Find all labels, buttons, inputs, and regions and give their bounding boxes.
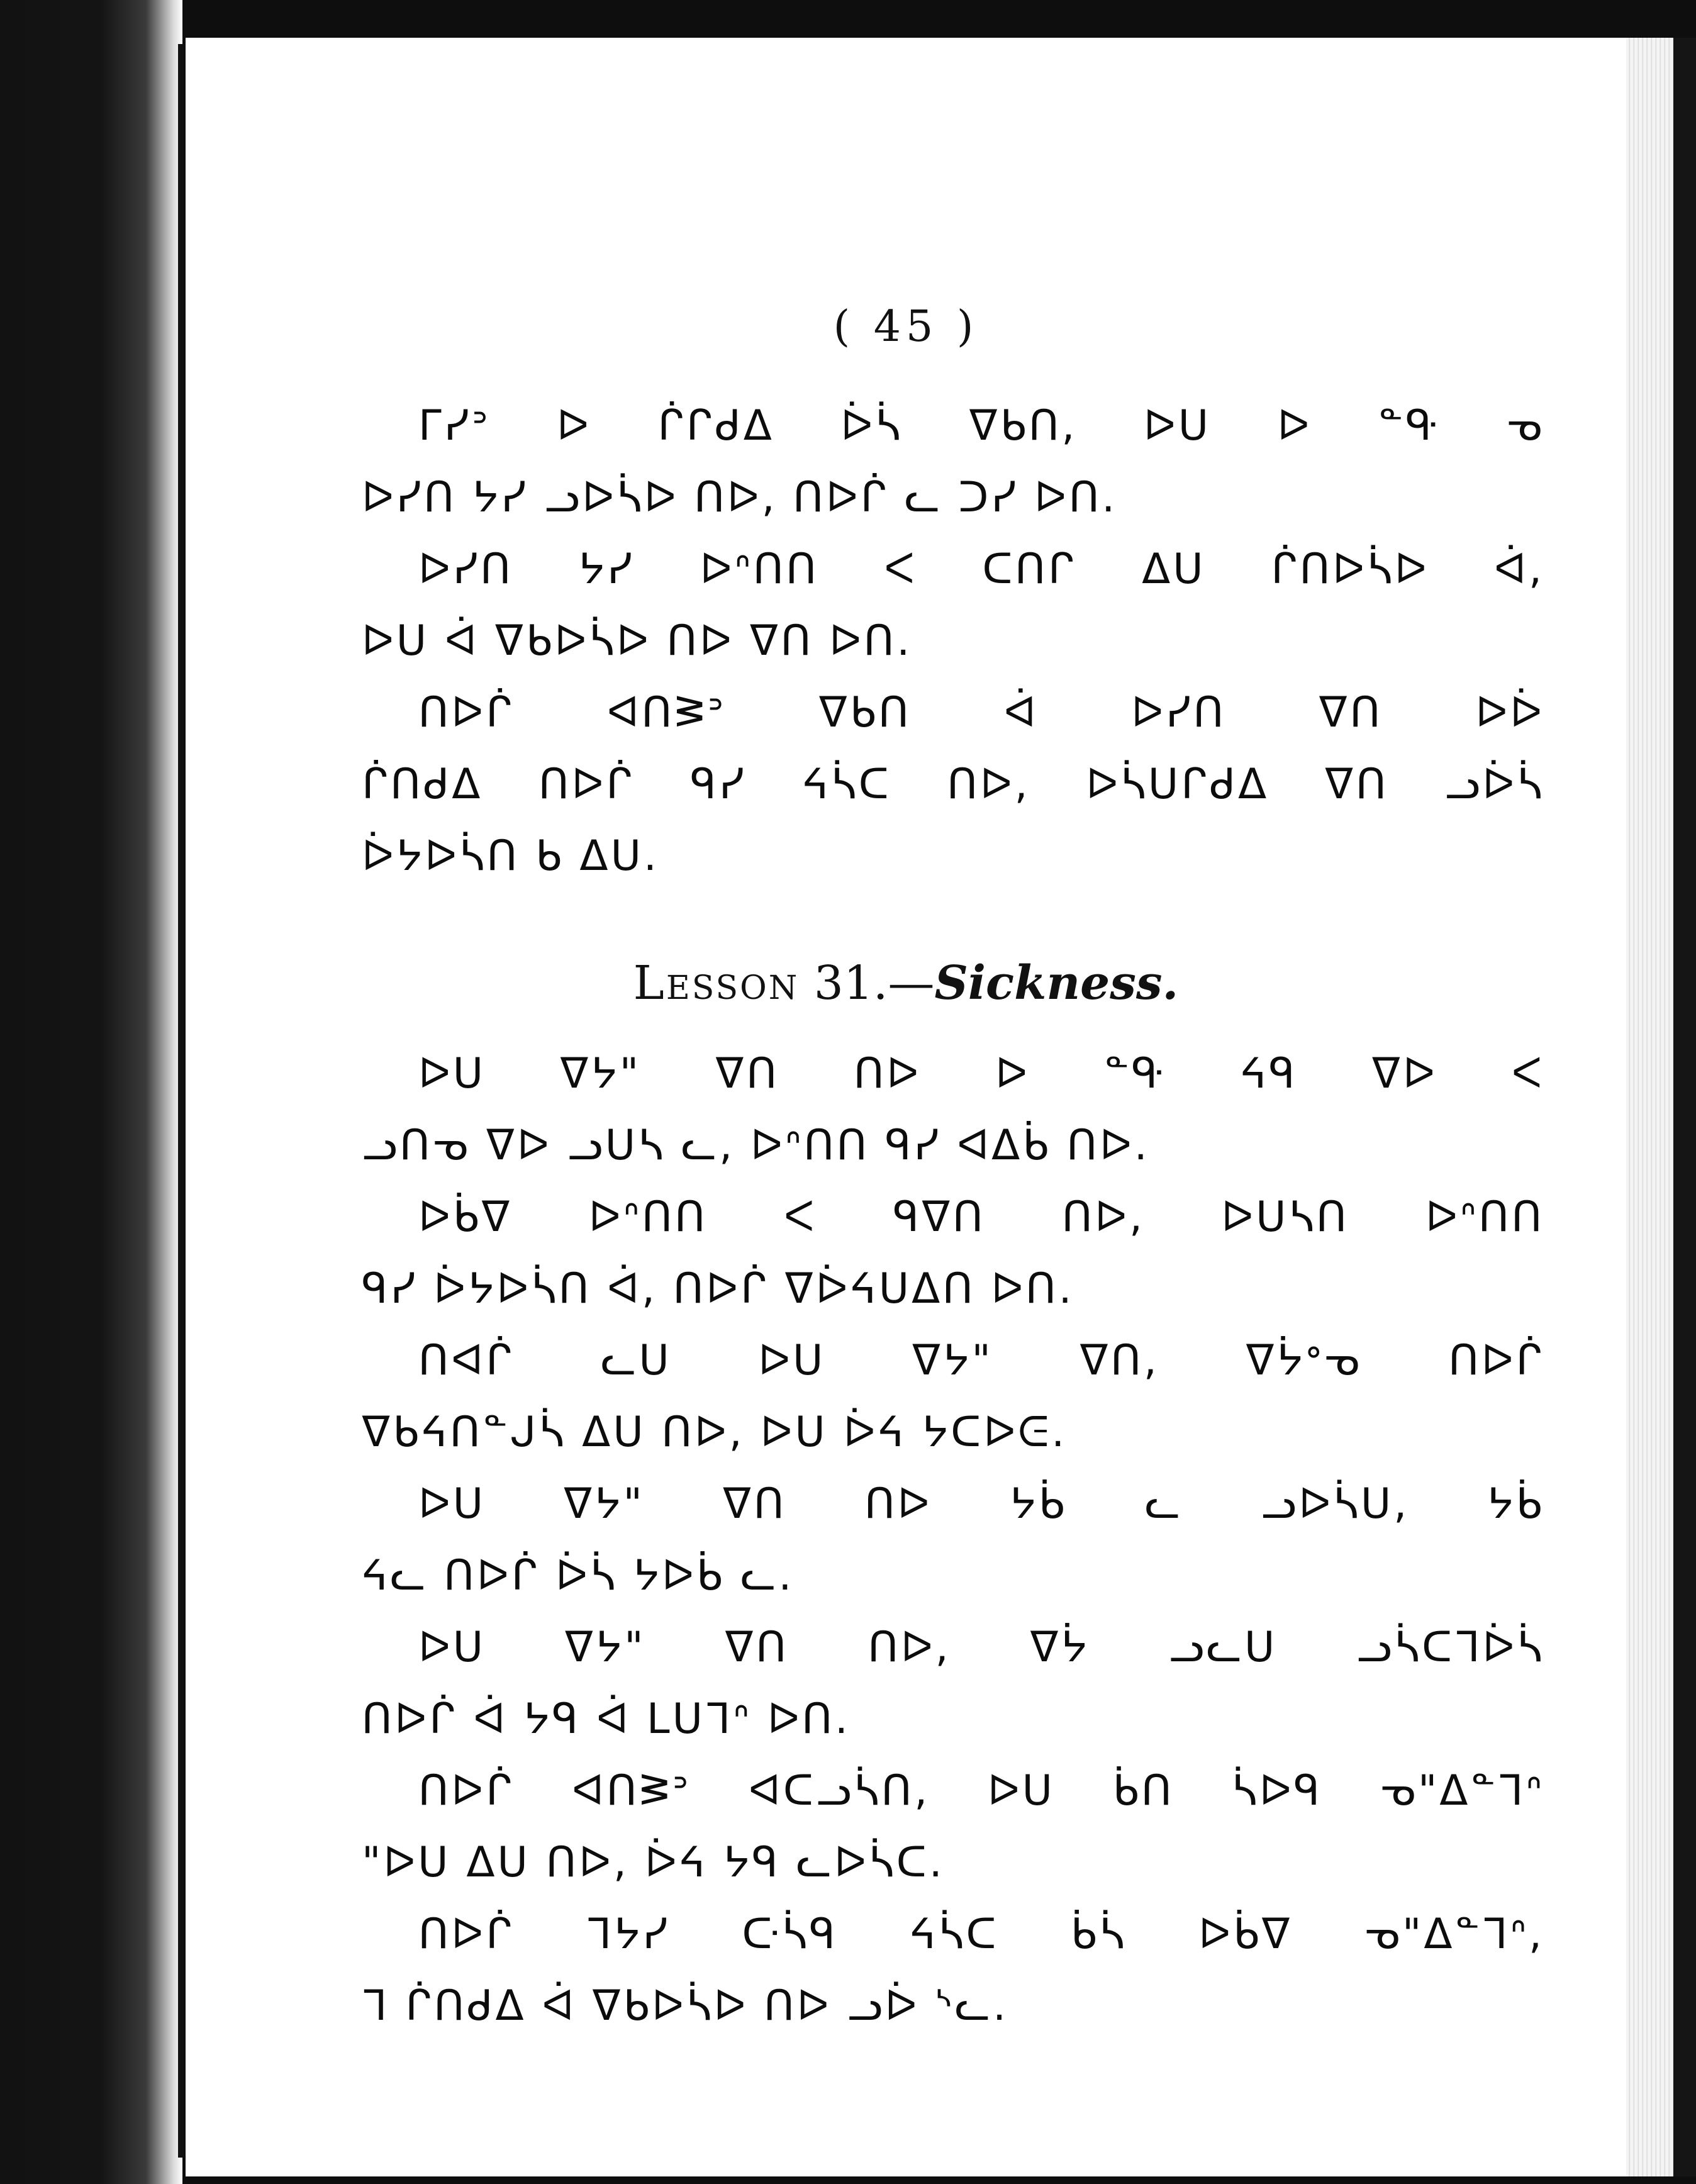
paragraph: [362, 677, 1544, 892]
lesson-text-block: [362, 1038, 1544, 2042]
lesson-label: Lesson: [633, 956, 800, 1010]
top-text-block: [362, 390, 1544, 892]
text-line: ᑎᐅᒌ ᐊᑎᕒᐣ ᐊᑕᓗᓵᑎ, ᐅᑌ ᑳᑎ ᓵᐅᑫ ᓀ"ᐃᓐᒣᐢ: [418, 1766, 1544, 1815]
paragraph: [362, 390, 1544, 533]
text-line: ᐅᑌ ᐁᔭ" ᐁᑎ ᑎᐅ, ᐁᔮ ᓗᓚᑌ ᓗᓵᑕᒣᐆᓵ: [418, 1623, 1544, 1671]
right-scan-border: [1673, 38, 1696, 2176]
text-line: ᑎᐅᒌ ᒣᔭᓯ ᑢᓵᑫ ᔦᓵᑕ ᑳᓵ ᐅᑳᐁ ᓀ"ᐃᓐᒣᐢ,: [418, 1910, 1544, 1958]
text-line: ᐅᑌ ᐋ ᐁᑲᐅᓵᐅ ᑎᐅ ᐁᑎ ᐅᑎ.: [362, 616, 913, 665]
lesson-title: Sickness.: [934, 956, 1179, 1010]
text-line: ᐅᑳᐁ ᐅᐢᑎᑎ ᐸ ᑫᐁᑎ ᑎᐅ, ᐅᑌᓴᑎ ᐅᐢᑎᑎ: [418, 1193, 1544, 1241]
paragraph: [362, 1468, 1544, 1612]
text-line: ᑫᓯ ᐆᔭᐅᓵᑎ ᐋ, ᑎᐅᒌ ᐁᐆᔦᑌᐃᑎ ᐅᑎ.: [362, 1264, 1074, 1313]
paragraph: [362, 533, 1544, 677]
text-line: ᐅᑌ ᐁᔭ" ᐁᑎ ᑎᐅ ᐅ ᓐᑵ ᔦᑫ ᐁᐅ ᐸ: [418, 1049, 1544, 1098]
page-number: ( 45 ): [833, 302, 979, 352]
spine-edge: [178, 44, 184, 2158]
book-gutter-shadow: [0, 0, 182, 2184]
paragraph: [362, 1038, 1544, 1181]
top-scan-border: [182, 0, 1696, 39]
text-line: ᒣ ᒌᑎᑯᐃ ᐋ ᐁᑲᐅᓵᐅ ᑎᐅ ᓗᐆ ᔅᓚ.: [362, 1981, 1009, 2030]
lesson-heading: [186, 956, 1626, 1010]
text-line: ᑎᐅᒌ ᐋ ᔭᑫ ᐋ ᒪᑌᒣᐢ ᐅᑎ.: [362, 1695, 851, 1743]
text-line: ᑎᐅᒌ ᐊᑎᕒᐣ ᐁᑲᑎ ᐋ ᐅᓯᑎ ᐁᑎ ᐅᐆ: [418, 688, 1544, 737]
paragraph: [362, 1325, 1544, 1468]
text-line: ᐅᓯᑎ ᔭᓯ ᓗᐅᓵᐅ ᑎᐅ, ᑎᐅᒌ ᓚ ᑐᓯ ᐅᑎ.: [362, 473, 1118, 521]
book-page: [186, 38, 1626, 2176]
text-line: ᔦᓚ ᑎᐅᒌ ᐆᓵ ᔭᐅᑳ ᓚ.: [362, 1551, 795, 1600]
paragraph: [362, 1612, 1544, 1755]
text-line: ᓗᑎᓀ ᐁᐅ ᓗᑌᓴ ᓚ, ᐅᐢᑎᑎ ᑫᓯ ᐊᐃᑳ ᑎᐅ.: [362, 1121, 1150, 1169]
paragraph: [362, 1898, 1544, 2042]
lesson-number: 31.—: [813, 956, 935, 1010]
text-line: ᒌᑎᑯᐃ ᑎᐅᒌ ᑫᓯ ᔦᓵᑕ ᑎᐅ, ᐅᓵᑌᒋᑯᐃ ᐁᑎ ᓗᐆᓵ: [362, 760, 1544, 808]
text-line: ᐅᓯᑎ ᔭᓯ ᐅᐢᑎᑎ ᐸ ᑕᑎᒋ ᐃᑌ ᒌᑎᐅᓵᐅ ᐋ,: [418, 545, 1544, 593]
paragraph: [362, 1181, 1544, 1325]
text-line: ᐆᔭᐅᓵᑎ ᑲ ᐃᑌ.: [362, 832, 659, 880]
text-line: ᐁᑲᔦᑎᓐᒍᓵ ᐃᑌ ᑎᐅ, ᐅᑌ ᐆᔦ ᔭᑕᐅᕮ.: [362, 1408, 1068, 1456]
text-line: ᐅᑌ ᐁᔭ" ᐁᑎ ᑎᐅ ᔭᑳ ᓚ ᓗᐅᓵᑌ, ᔭᑳ: [418, 1479, 1544, 1528]
text-line: ᑎᐊᒌ ᓚᑌ ᐅᑌ ᐁᔭ" ᐁᑎ, ᐁᔮᐤᓀ ᑎᐅᒌ: [418, 1336, 1544, 1384]
text-line: ᒥᓯᐣ ᐅ ᒌᒋᑯᐃ ᐆᓵ ᐁᑲᑎ, ᐅᑌ ᐅ ᓐᑵ ᓀ: [418, 401, 1544, 450]
text-line: "ᐅᑌ ᐃᑌ ᑎᐅ, ᐆᔦ ᔭᑫ ᓚᐅᓵᑕ.: [362, 1838, 945, 1886]
paragraph: [362, 1755, 1544, 1898]
